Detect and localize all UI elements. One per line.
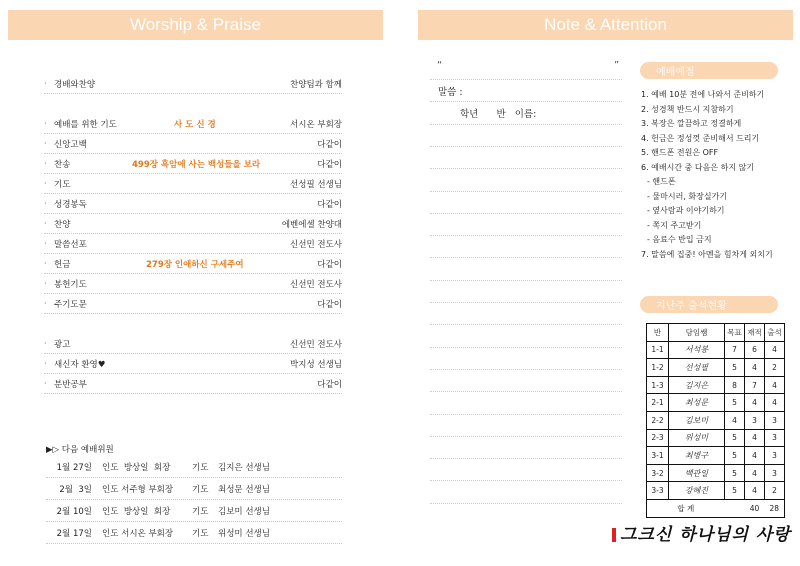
note-line: [430, 101, 622, 102]
rule-item: 5. 핸드폰 전원은 OFF: [641, 148, 719, 157]
note-line: [430, 369, 622, 370]
order-item: · 성경봉독 다같이: [44, 194, 342, 214]
bullet-icon: ·: [44, 79, 47, 88]
worship-header: Worship & Praise: [8, 10, 383, 40]
note-line: [430, 458, 622, 459]
order-item: · 경배와찬양 찬양팀과 함께: [44, 74, 342, 94]
order-item: · 헌금 279장 인애하신 구세주여 다같이: [44, 254, 342, 274]
order-item: · 신앙고백 다같이: [44, 134, 342, 154]
note-line: [430, 480, 622, 481]
table-row: 1-3 김지은 8 7 4: [647, 376, 785, 394]
bullet-icon: ·: [44, 339, 47, 348]
bullet-icon: ·: [44, 199, 47, 208]
table-row: 1-1 서석봉 7 6 4: [647, 341, 785, 359]
order-note: 499장 흑암에 사는 백성들을 보라: [132, 159, 261, 170]
etiquette-title: 예배예절: [640, 62, 778, 79]
note-line: [430, 391, 622, 392]
table-row: 1-2 선성필 5 4 2: [647, 359, 785, 377]
table-row: 2-2 김보미 4 3 3: [647, 411, 785, 429]
order-item: · 말씀선포 신선민 전도사: [44, 234, 342, 254]
table-row: 3-3 강혜진 5 4 2: [647, 482, 785, 500]
rule-item: 6. 예배시간 중 다음은 하지 않기: [641, 162, 755, 172]
bullet-icon: ·: [44, 219, 47, 228]
note-line: [430, 168, 622, 169]
next-workers-title: ▶▷ 다음 예배위원: [46, 445, 114, 455]
note-header: Note & Attention: [418, 10, 793, 40]
table-row: 3-2 백관일 5 4 3: [647, 464, 785, 482]
order-item: · 찬송 499장 흑암에 사는 백성들을 보라 다같이: [44, 154, 342, 174]
order-item: · 예배를 위한 기도 사 도 신 경 서시온 부회장: [44, 114, 342, 134]
note-line: [430, 235, 622, 236]
note-line: [430, 257, 622, 258]
bullet-icon: ·: [44, 139, 47, 148]
sermon-label: 말씀 :: [438, 87, 463, 98]
note-line: [430, 347, 622, 348]
table-row: 2-3 위성미 5 4 3: [647, 429, 785, 447]
rule-item: 4. 헌금은 정성껏 준비해서 드리기: [641, 133, 760, 143]
note-line: [430, 503, 622, 504]
note-line: [430, 414, 622, 415]
grade-name-line: 학년 반 이름:: [460, 109, 537, 120]
note-line: [430, 124, 622, 125]
quote-close: ”: [614, 60, 620, 71]
rule-item: 2. 성경책 반드시 지참하기: [641, 104, 734, 114]
quote-open: “: [437, 60, 443, 71]
attendance-table: [646, 323, 785, 518]
note-line: [430, 436, 622, 437]
bullet-icon: ·: [44, 379, 47, 388]
rule-subitem: - 음료수 반입 금지: [647, 235, 712, 244]
order-item: · 기도 선성필 선생님: [44, 174, 342, 194]
order-item: · 분반공부 다같이: [44, 374, 342, 394]
rule-subitem: - 핸드폰: [647, 177, 676, 186]
order-note: 279장 인애하신 구세주여: [146, 259, 244, 270]
note-line: [430, 79, 622, 80]
rule-item: 7. 말씀에 집중! 아멘을 힘차게 외치기: [641, 249, 773, 259]
attendance-title: 지난주 출석현황: [640, 296, 778, 313]
rule-item: 1. 예배 10분 전에 나와서 준비하기: [641, 90, 765, 99]
table-row: 2-1 최성문 5 4 4: [647, 394, 785, 412]
bullet-icon: ·: [44, 279, 47, 288]
rule-subitem: - 옆사람과 이야기하기: [647, 206, 725, 215]
slogan-calligraphy: 그크신 하나님의 사랑: [612, 520, 791, 545]
etiquette-list: [641, 88, 791, 262]
bullet-icon: ·: [44, 259, 47, 268]
bullet-icon: ·: [44, 119, 47, 128]
next-worker-row: 2월 10일 인도 방상일 회장 기도 김보미 선생님: [46, 500, 342, 522]
order-item: · 찬양 에벤에셀 찬양대: [44, 214, 342, 234]
table-header-row: 반 담임쌤 목표 재적 출석: [647, 324, 785, 342]
order-item: · 주기도문 다같이: [44, 294, 342, 314]
red-mark-icon: [612, 528, 616, 542]
note-line: [430, 146, 622, 147]
rule-subitem: - 물마시러, 화장실가기: [647, 191, 728, 201]
bullet-icon: ·: [44, 179, 47, 188]
rule-subitem: - 쪽지 주고받기: [647, 220, 702, 230]
note-line: [430, 302, 622, 303]
order-item: · 새신자 환영♥ 박지성 선생님: [44, 354, 342, 374]
note-line: [430, 280, 622, 281]
bullet-icon: ·: [44, 159, 47, 168]
note-line: [430, 324, 622, 325]
bullet-icon: ·: [44, 359, 47, 368]
next-worker-row: 2월 17일 인도 서시온 부회장 기도 위성미 선생님: [46, 522, 342, 544]
note-line: [430, 191, 622, 192]
table-total-row: 합 계 40 28: [647, 499, 785, 517]
next-worker-row: 2월 3일 인도 서주형 부회장 기도 최성문 선생님: [46, 478, 342, 500]
order-item: · 봉헌기도 신선민 전도사: [44, 274, 342, 294]
rule-item: 3. 복장은 깔끔하고 정결하게: [641, 119, 742, 128]
bullet-icon: ·: [44, 239, 47, 248]
order-item: · 광고 신선민 전도사: [44, 334, 342, 354]
note-line: [430, 213, 622, 214]
order-note: 사 도 신 경: [174, 119, 216, 130]
table-row: 3-1 최병구 5 4 3: [647, 447, 785, 465]
next-worker-row: 1월 27일 인도 방상일 회장 기도 김지은 선생님: [46, 456, 342, 478]
bullet-icon: ·: [44, 299, 47, 308]
